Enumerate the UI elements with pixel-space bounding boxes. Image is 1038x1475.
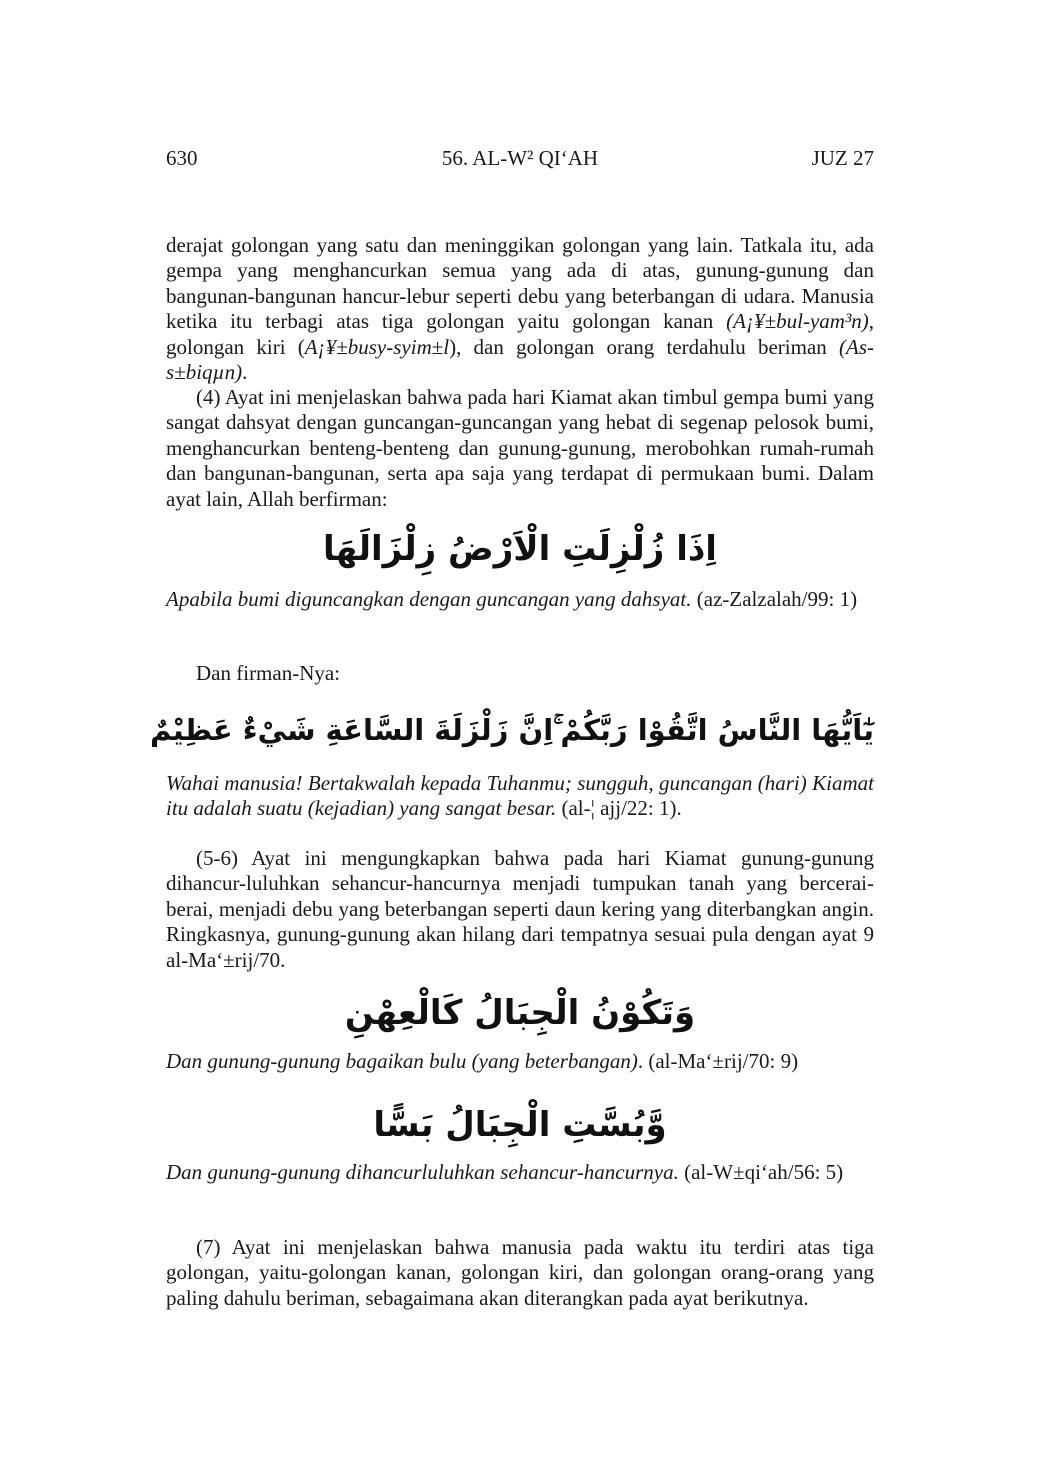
verse-translation-waqiah (166, 1160, 874, 1185)
verse-translation-hajj (166, 771, 874, 822)
paragraph-verse-4: (4) Ayat ini menjelaskan bahwa pada hari Kiamat akan timbul gempa bumi yang sangat dahsyat dengan guncangan-guncangan yang hebat di segenap pelosok bumi, menghancurkan benteng-benteng dan gunung-gunung, merobohkan rumah-rumah dan bangunan-bangunan, serta apa saja yang terdapat di permukaan bumi. Dalam ayat lain, Allah berfirman: (166, 385, 874, 511)
paragraph-text: . (242, 360, 248, 385)
paragraph-text: , golongan kiri ( (166, 309, 874, 359)
translation-text: Dan gunung-gunung dihancurluluhkan sehancur-hancurnya. (166, 1160, 679, 1184)
arabic-verse-waqiah: وَّبُسَّتِ الْجِبَالُ بَسًّا (373, 1105, 667, 1145)
page-header (166, 146, 874, 172)
verse-translation-maarij (166, 1049, 874, 1074)
italic-term: A¡¥±busy-syim±l (304, 334, 450, 359)
arabic-verse-maarij: وَتَكُوْنُ الْجِبَالُ كَالْعِهْنِ (344, 993, 696, 1033)
translation-text: Dan gunung-gunung bagaikan bulu (yang beterbangan) (166, 1049, 638, 1073)
translation-text: Wahai manusia! Bertakwalah kepada Tuhanmu; sungguh, guncangan (hari) Kiamat itu adalah suatu (kejadian) yang sangat besar. (166, 771, 874, 821)
verse-translation-zalzalah (166, 587, 874, 612)
paragraph-verse-5-6: (5-6) Ayat ini mengungkapkan bahwa pada hari Kiamat gunung-gunung dihancur-luluhkan sehancur-hancurnya menjadi tumpukan tanah yang bercerai-berai, menjadi debu yang beterbangan seperti daun kering yang diterbangkan angin. Ringkasnya, gunung-gunung akan hilang dari tempatnya sesuai pula dengan ayat 9 al-Ma‘±rij/70. (166, 846, 874, 972)
paragraph-text: derajat golongan yang satu dan meninggikan golongan yang lain. Tatkala itu, ada gempa yang menghancurkan semua yang ada di atas, gunung-gunung dan bangunan-bangunan hancur-lebur seperti debu yang beterbangan di udara. Manusia ketika itu terbagi atas tiga golongan yaitu golongan kanan (166, 233, 874, 334)
verse-reference: . (al-Ma‘±rij/70: 9) (637, 1049, 799, 1073)
verse-reference: (al-W±qi‘ah/56: 5) (678, 1160, 844, 1184)
verse-reference: (al-¦ ajj/22: 1). (556, 796, 682, 821)
arabic-verse-hajj: يٰٓاَيُّهَا النَّاسُ اتَّقُوْا رَبَّكُمْ ۚاِنَّ زَلْزَلَةَ السَّاعَةِ شَيْءٌ عَظِيْمٌ (150, 713, 874, 747)
juz-label: JUZ 27 (811, 146, 874, 170)
italic-term: (As-s±biqµn) (166, 334, 875, 385)
italic-term: (A¡¥±bul-yam³n) (726, 309, 869, 334)
paragraph-text: ), dan golongan orang terdahulu beriman (449, 334, 840, 359)
page-number: 630 (166, 146, 198, 170)
paragraph-continued (166, 233, 874, 385)
translation-text: Apabila bumi diguncangkan dengan guncangan yang dahsyat. (166, 587, 692, 611)
paragraph-intro: Dan firman-Nya: (196, 661, 341, 685)
paragraph-verse-7: (7) Ayat ini menjelaskan bahwa manusia pada waktu itu terdiri atas tiga golongan, yaitu-golongan kanan, golongan kiri, dan golongan orang-orang yang paling dahulu beriman, sebagaimana akan diterangkan pada ayat berikutnya. (166, 1235, 874, 1310)
verse-reference: (az-Zalzalah/99: 1) (691, 587, 858, 611)
arabic-verse-zalzalah: اِذَا زُلْزِلَتِ الْاَرْضُ زِلْزَالَهَا (323, 529, 717, 569)
chapter-title: 56. AL-W² QI‘AH (441, 146, 599, 170)
